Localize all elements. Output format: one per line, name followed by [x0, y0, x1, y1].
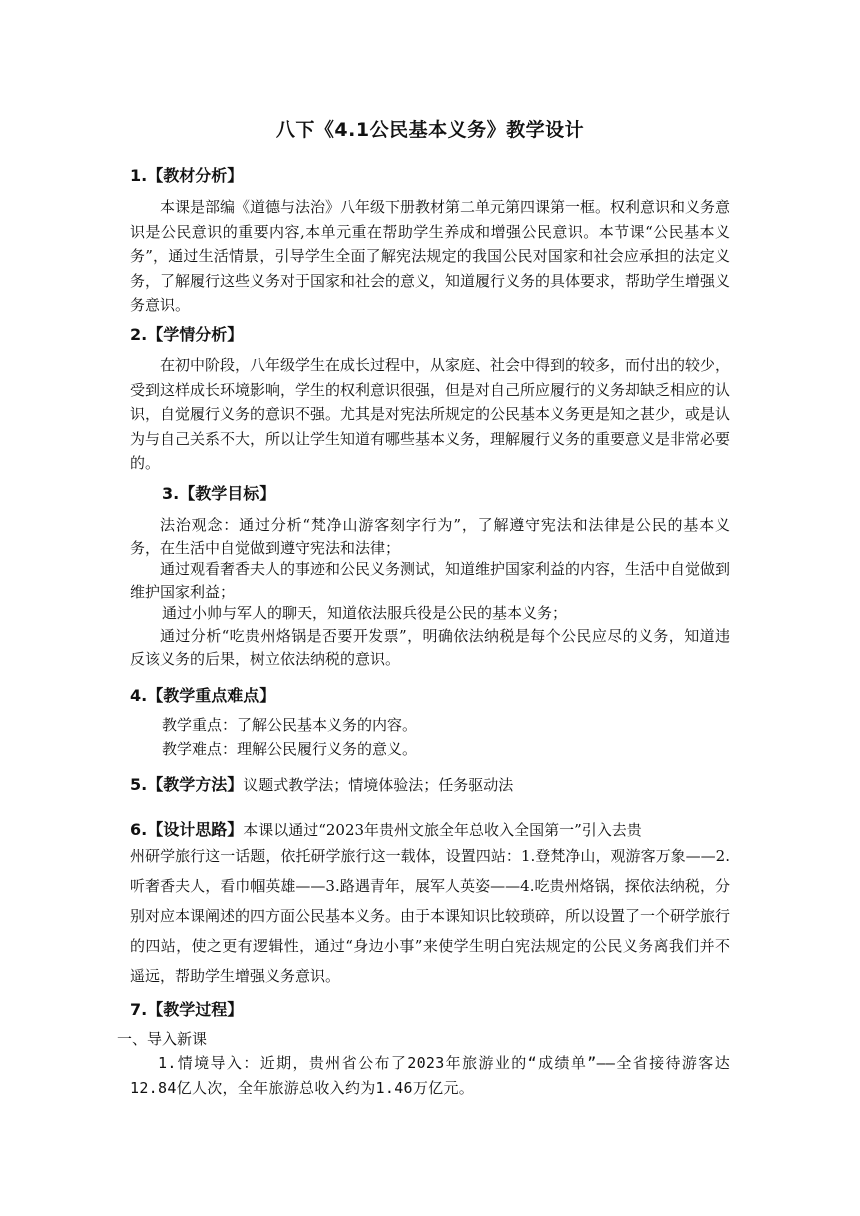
textbook-analysis-paragraph: 本课是部编《道德与法治》八年级下册教材第二单元第四课第一框。权利意识和义务意识是公民意识的重要内容,本单元重在帮助学生养成和增强公民意识。本节课“公民基本义务”，通过生活情景，引导学生全面了解宪法规定的我国公民对国家和社会应承担的法定义务，了解履行这些义务对于国家和社会的意义，知道履行义务的具体要求，帮助学生增强义务意识。	[130, 198, 731, 314]
subheading-introduction: 一、导入新课	[117, 1030, 208, 1048]
section-heading-teaching-process: 7.【教学过程】	[130, 1000, 244, 1019]
design-idea-first-line: 本课以通过“2023年贵州文旅全年总收入全国第一”引入去贵	[243, 821, 642, 839]
document-title: 八下《4.1公民基本义务》教学设计	[275, 119, 585, 141]
teaching-methods-text: 议题式教学法；情境体验法；任务驱动法	[243, 776, 514, 794]
teaching-goal-law-concept: 法治观念：通过分析“梵净山游客刻字行为”，了解遵守宪法和法律是公民的基本义务，在生活中自觉做到遵守宪法和法律；	[130, 516, 730, 557]
section-heading-teaching-goals: 3.【教学目标】	[162, 484, 276, 503]
section-heading-student-analysis: 2.【学情分析】	[130, 325, 244, 344]
section-teaching-methods	[130, 772, 513, 795]
section-heading-teaching-methods: 5.【教学方法】	[130, 775, 244, 794]
teaching-goal-tax: 通过分析“吃贵州烙锅是否要开发票”，明确依法纳税是每个公民应尽的义务，知道违反该义务的后果，树立依法纳税的意识。	[130, 627, 730, 668]
section-heading-textbook-analysis: 1.【教材分析】	[130, 166, 244, 185]
situation-introduction-paragraph: 1.情境导入：近期，贵州省公布了2023年旅游业的“成绩单”——全省接待游客达12.84亿人次，全年旅游总收入约为1.46万亿元。	[130, 1054, 730, 1097]
section-design-idea	[130, 817, 642, 840]
section-heading-design-idea: 6.【设计思路】	[130, 820, 244, 839]
teaching-goal-national-interest: 通过观看奢香夫人的事迹和公民义务测试，知道维护国家利益的内容，生活中自觉做到维护国家利益；	[130, 560, 731, 601]
teaching-goal-military-service: 通过小帅与军人的聊天，知道依法服兵役是公民的基本义务；	[162, 604, 568, 622]
design-idea-paragraph: 州研学旅行这一话题，依托研学旅行这一载体，设置四站：1.登梵净山，观游客万象——2.听奢香夫人，看巾帼英雄——3.路遇青年，展军人英姿——4.吃贵州烙锅，探依法纳税，分别对应本课阐述的四方面公民基本义务。由于本课知识比较琐碎，所以设置了一个研学旅行的四站，使之更有逻辑性，通过“身边小事”来使学生明白宪法规定的公民义务离我们并不遥远，帮助学生增强义务意识。	[130, 847, 731, 985]
student-analysis-paragraph: 在初中阶段，八年级学生在成长过程中，从家庭、社会中得到的较多，而付出的较少，受到这样成长环境影响，学生的权利意识很强，但是对自己所应履行的义务却缺乏相应的认识，自觉履行义务的意识不强。尤其是对宪法所规定的公民基本义务更是知之甚少，或是认为与自己关系不大，所以让学生知道有哪些基本义务，理解履行义务的重要意义是非常必要的。	[130, 356, 731, 472]
key-point-text: 教学重点：了解公民基本义务的内容。	[162, 716, 418, 734]
section-heading-key-difficult-points: 4.【教学重点难点】	[130, 686, 276, 705]
difficult-point-text: 教学难点：理解公民履行义务的意义。	[162, 740, 418, 758]
